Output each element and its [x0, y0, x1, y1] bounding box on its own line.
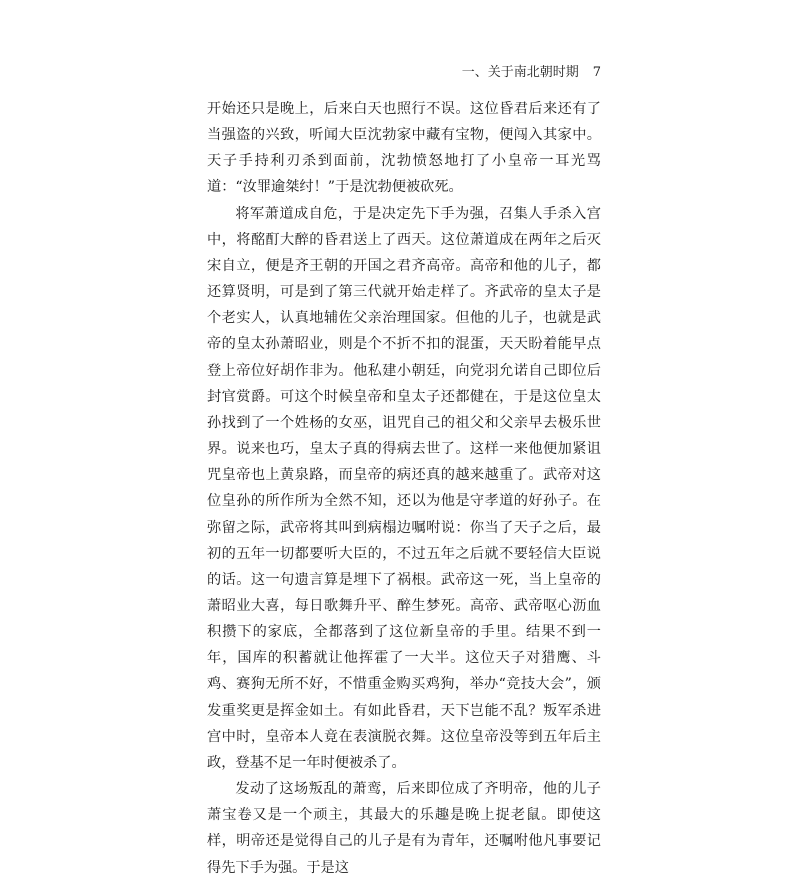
paragraph-xiao-daocheng: 将军萧道成自危，于是决定先下手为强，召集人手杀入宫中，将酩酊大醉的昏君送上了西天。这位萧道成在两年之后灭宋自立，便是齐王朝的开国之君齐高帝。高帝和他的儿子，都还算贤明，可是到了第三代就开始走样了。齐武帝的皇太子是个老实人，认真地辅佐父亲治理国家。但他的儿子，也就是武帝的皇太孙萧昭业，则是个不折不扣的混蛋，天天盼着能早点登上帝位好胡作非为。他私建小朝廷，向党羽允诺自己即位后封官赏爵。可这个时候皇帝和皇太子还都健在，于是这位皇太孙找到了一个姓杨的女巫，诅咒自己的祖父和父亲早去极乐世界。说来也巧，皇太子真的得病去世了。这样一来他便加紧诅咒皇帝也上黄泉路，而皇帝的病还真的越来越重了。武帝对这位皇孙的所作所为全然不知，还以为他是守孝道的好孙子。在弥留之际，武帝将其叫到病榻边嘱咐说：你当了天子之后，最初的五年一切都要听大臣的，不过五年之后就不要轻信大臣说的话。这一句遗言算是埋下了祸根。武帝这一死，当上皇帝的萧昭业大喜，每日歌舞升平、醉生梦死。高帝、武帝呕心沥血积攒下的家底，全都落到了这位新皇帝的手里。结果不到一年，国库的积蓄就让他挥霍了一大半。这位天子对猎鹰、斗鸡、赛狗无所不好，不惜重金购买鸡狗，举办“竞技大会”，颁发重奖更是挥金如土。有如此昏君，天下岂能不乱？叛军杀进宫中时，皇帝本人竟在表演脱衣舞。这位皇帝没等到五年后主政，登基不足一年时便被杀了。 [207, 205, 601, 771]
paragraph-continued: 开始还只是晚上，后来白天也照行不误。这位昏君后来还有了当强盗的兴致，听闻大臣沈勃家中藏有宝物，便闯入其家中。天子手持利刃杀到面前，沈勃愤怒地打了小皇帝一耳光骂道：“汝罪逾桀纣！”于是沈勃便被砍死。 [207, 101, 601, 196]
paragraph-xiao-luan: 发动了这场叛乱的萧鸾，后来即位成了齐明帝，他的儿子萧宝卷又是一个顽主，其最大的乐趣是晚上捉老鼠。即使这样，明帝还是觉得自己的儿子是有为青年，还嘱咐他凡事要记得先下手为强。于是这 [207, 781, 601, 876]
running-header [300, 64, 601, 82]
body-text [207, 96, 601, 881]
chapter-title: 一、关于南北朝时期 [461, 65, 579, 80]
page-number: 7 [592, 65, 601, 80]
